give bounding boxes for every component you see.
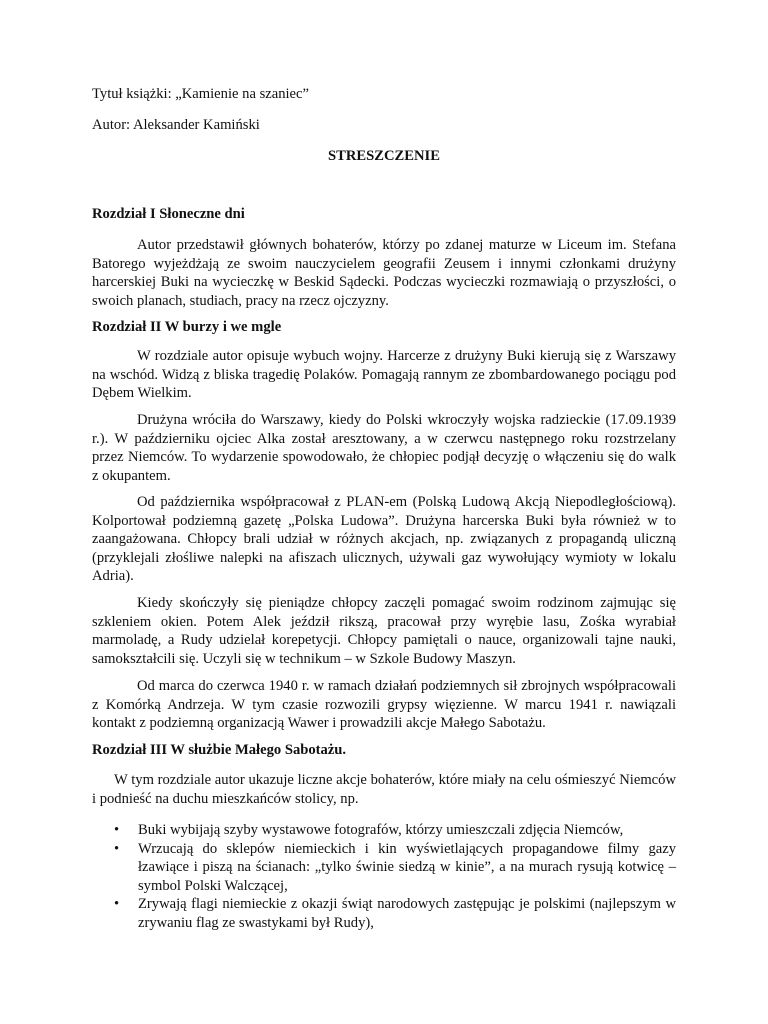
summary-heading: STRESZCZENIE (328, 148, 440, 164)
chapter-1-paragraph: Autor przedstawił głównych bohaterów, którzy po zdanej maturze w Liceum im. Stefana Batorego wyjeżdżają ze swoim nauczycielem geografii Zeusem i innymi członkami drużyny harcerskiej Buki na wycieczkę w Beskid Sądecki. Podczas wycieczki rozmawiają o przyszłości, o swoich planach, studiach, pracy na rzecz ojczyzny. (92, 237, 676, 309)
list-item-text: Buki wybijają szyby wystawowe fotografów, którzy umieszczali zdjęcia Niemców, (138, 822, 624, 838)
book-title-line: Tytuł książki: „Kamienie na szaniec” (92, 86, 309, 102)
chapter-2-paragraph: Od marca do czerwca 1940 r. w ramach działań podziemnych sił zbrojnych współpracowali z Komórką Andrzeja. W tym czasie rozwozili grypsy więzienne. W marcu 1941 r. nawiązali kontakt z podziemną organizacją Wawer i prowadzili akcje Małego Sabotażu. (92, 678, 676, 732)
list-item (92, 895, 676, 932)
chapter-2-paragraph: Kiedy skończyły się pieniądze chłopcy zaczęli pomagać swoim rodzinom zajmując się szkleniem okien. Potem Alek jeździł rikszą, pracował przy wyrębie lasu, Zośka wyrabiał marmoladę, a Rudy udzielał korepetycji. Chłopcy pamiętali o nauce, organizowali tajne nauki, samokształcili się. Uczyli się w technikum – w Szkole Budowy Maszyn. (92, 595, 676, 667)
chapter-2-paragraph: Drużyna wróciła do Warszawy, kiedy do Polski wkroczyły wojska radzieckie (17.09.1939 r.). W październiku ojciec Alka został aresztowany, a w czerwcu następnego roku rozstrzelany przez Niemców. To wydarzenie spowodowało, że chłopiec podjął decyzję o włączeniu się do walk z okupantem. (92, 412, 676, 484)
chapter-3-paragraph: W tym rozdziale autor ukazuje liczne akcje bohaterów, które miały na celu ośmieszyć Niemców i podnieść na duchu mieszkańców stolicy, np. (92, 772, 676, 807)
list-item (92, 821, 676, 840)
author-line: Autor: Aleksander Kamiński (92, 117, 260, 133)
bullet-list (92, 821, 676, 933)
chapter-2-paragraph: Od października współpracował z PLAN-em (Polską Ludową Akcją Niepodległościową). Kolportował podziemną gazetę „Polska Ludowa”. Drużyna harcerska Buki była również w to zaangażowana. Chłopcy brali udział w różnych akcjach, np. związanych z propagandą uliczną (przyklejali złośliwe nalepki na afiszach ulicznych, używali gaz wywołujący wymioty w lokalu Adria). (92, 494, 676, 585)
chapter-3-heading: Rozdział III W służbie Małego Sabotażu. (92, 742, 347, 758)
list-item-text: Wrzucają do sklepów niemieckich i kin wyświetlających propagandowe filmy gazy łzawiące i piszą na ścianach: „tylko świnie siedzą w kinie”, a na murach rysują kotwicę – symbol Polski Walczącej, (138, 840, 676, 894)
list-item (92, 840, 676, 896)
chapter-2-paragraph: W rozdziale autor opisuje wybuch wojny. Harcerze z drużyny Buki kierują się z Warszawy na wschód. Widzą z bliska tragedię Polaków. Pomagają rannym ze zbombardowanego pociągu pod Dębem Wielkim. (92, 348, 676, 402)
bullet-icon: • (114, 896, 120, 913)
bullet-icon: • (114, 840, 120, 857)
bullet-icon: • (114, 822, 120, 838)
chapter-2-heading: Rozdział II W burzy i we mgle (92, 319, 282, 335)
list-item-text: Zrywają flagi niemieckie z okazji świąt narodowych zastępując je polskimi (najlepszym w zrywaniu flag ze swastykami był Rudy), (138, 896, 676, 931)
chapter-1-heading: Rozdział I Słoneczne dni (92, 206, 245, 222)
